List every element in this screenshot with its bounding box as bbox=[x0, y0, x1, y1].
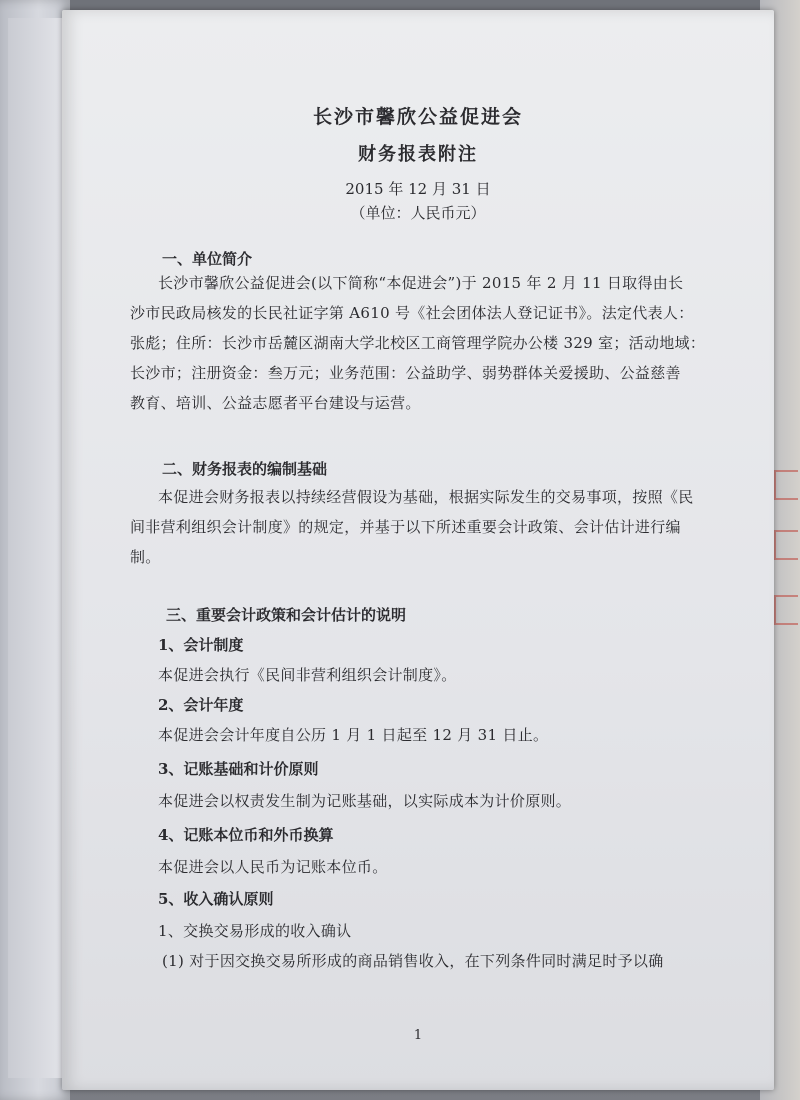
section-heading: 一、单位简介 bbox=[162, 250, 253, 268]
paragraph-line: 制。 bbox=[130, 548, 161, 566]
paragraph-line: (1) 对于因交换交易所形成的商品销售收入，在下列条件同时满足时予以确 bbox=[162, 952, 664, 970]
paragraph-line: 本促进会财务报表以持续经营假设为基础，根据实际发生的交易事项，按照《民 bbox=[158, 488, 694, 506]
document-title: 长沙市馨欣公益促进会 bbox=[312, 106, 523, 128]
left-page-edge bbox=[0, 0, 70, 1100]
subsection-text: 本促进会以权责发生制为记账基础，以实际成本为计价原则。 bbox=[158, 792, 572, 810]
currency-unit: （单位：人民币元） bbox=[350, 204, 486, 222]
subsection-heading: 3、记账基础和计价原则 bbox=[158, 760, 319, 778]
document-subtitle: 财务报表附注 bbox=[358, 144, 478, 165]
page-number: 1 bbox=[413, 1028, 423, 1043]
seal-fragment bbox=[774, 530, 798, 560]
paragraph-line: 张彪；住所：长沙市岳麓区湖南大学北校区工商管理学院办公楼 329 室；活动地域： bbox=[130, 334, 706, 352]
subsection-heading: 1、会计制度 bbox=[158, 636, 244, 654]
paragraph-line: 教育、培训、公益志愿者平台建设与运营。 bbox=[130, 394, 421, 412]
left-page-leaf bbox=[8, 18, 63, 1078]
subsection-heading: 2、会计年度 bbox=[158, 696, 244, 714]
subsection-heading: 4、记账本位币和外币换算 bbox=[158, 826, 334, 844]
paragraph-line: 沙市民政局核发的长民社证字第 A610 号《社会团体法人登记证书》。法定代表人： bbox=[130, 304, 694, 322]
subsection-text: 本促进会会计年度自公历 1 月 1 日起至 12 月 31 日止。 bbox=[158, 726, 549, 744]
seal-fragment bbox=[774, 595, 798, 625]
document-page bbox=[62, 10, 774, 1090]
paragraph-line: 长沙市馨欣公益促进会(以下简称“本促进会”)于 2015 年 2 月 11 日取得由长 bbox=[158, 274, 684, 292]
subsection-text: 本促进会执行《民间非营利组织会计制度》。 bbox=[158, 666, 457, 684]
paragraph-line: 间非营利组织会计制度》的规定，并基于以下所述重要会计政策、会计估计进行编 bbox=[130, 518, 681, 536]
section-heading: 三、重要会计政策和会计估计的说明 bbox=[166, 606, 407, 624]
subsection-text: 本促进会以人民币为记账本位币。 bbox=[158, 858, 388, 876]
section-heading: 二、财务报表的编制基础 bbox=[162, 460, 328, 478]
subsection-heading: 5、收入确认原则 bbox=[158, 890, 274, 908]
seal-fragment bbox=[774, 470, 798, 500]
subsection-text: 1、交换交易形成的收入确认 bbox=[158, 922, 352, 940]
paragraph-line: 长沙市；注册资金：叁万元；业务范围：公益助学、弱势群体关爱援助、公益慈善 bbox=[130, 364, 681, 382]
report-date: 2015 年 12 月 31 日 bbox=[345, 180, 491, 198]
